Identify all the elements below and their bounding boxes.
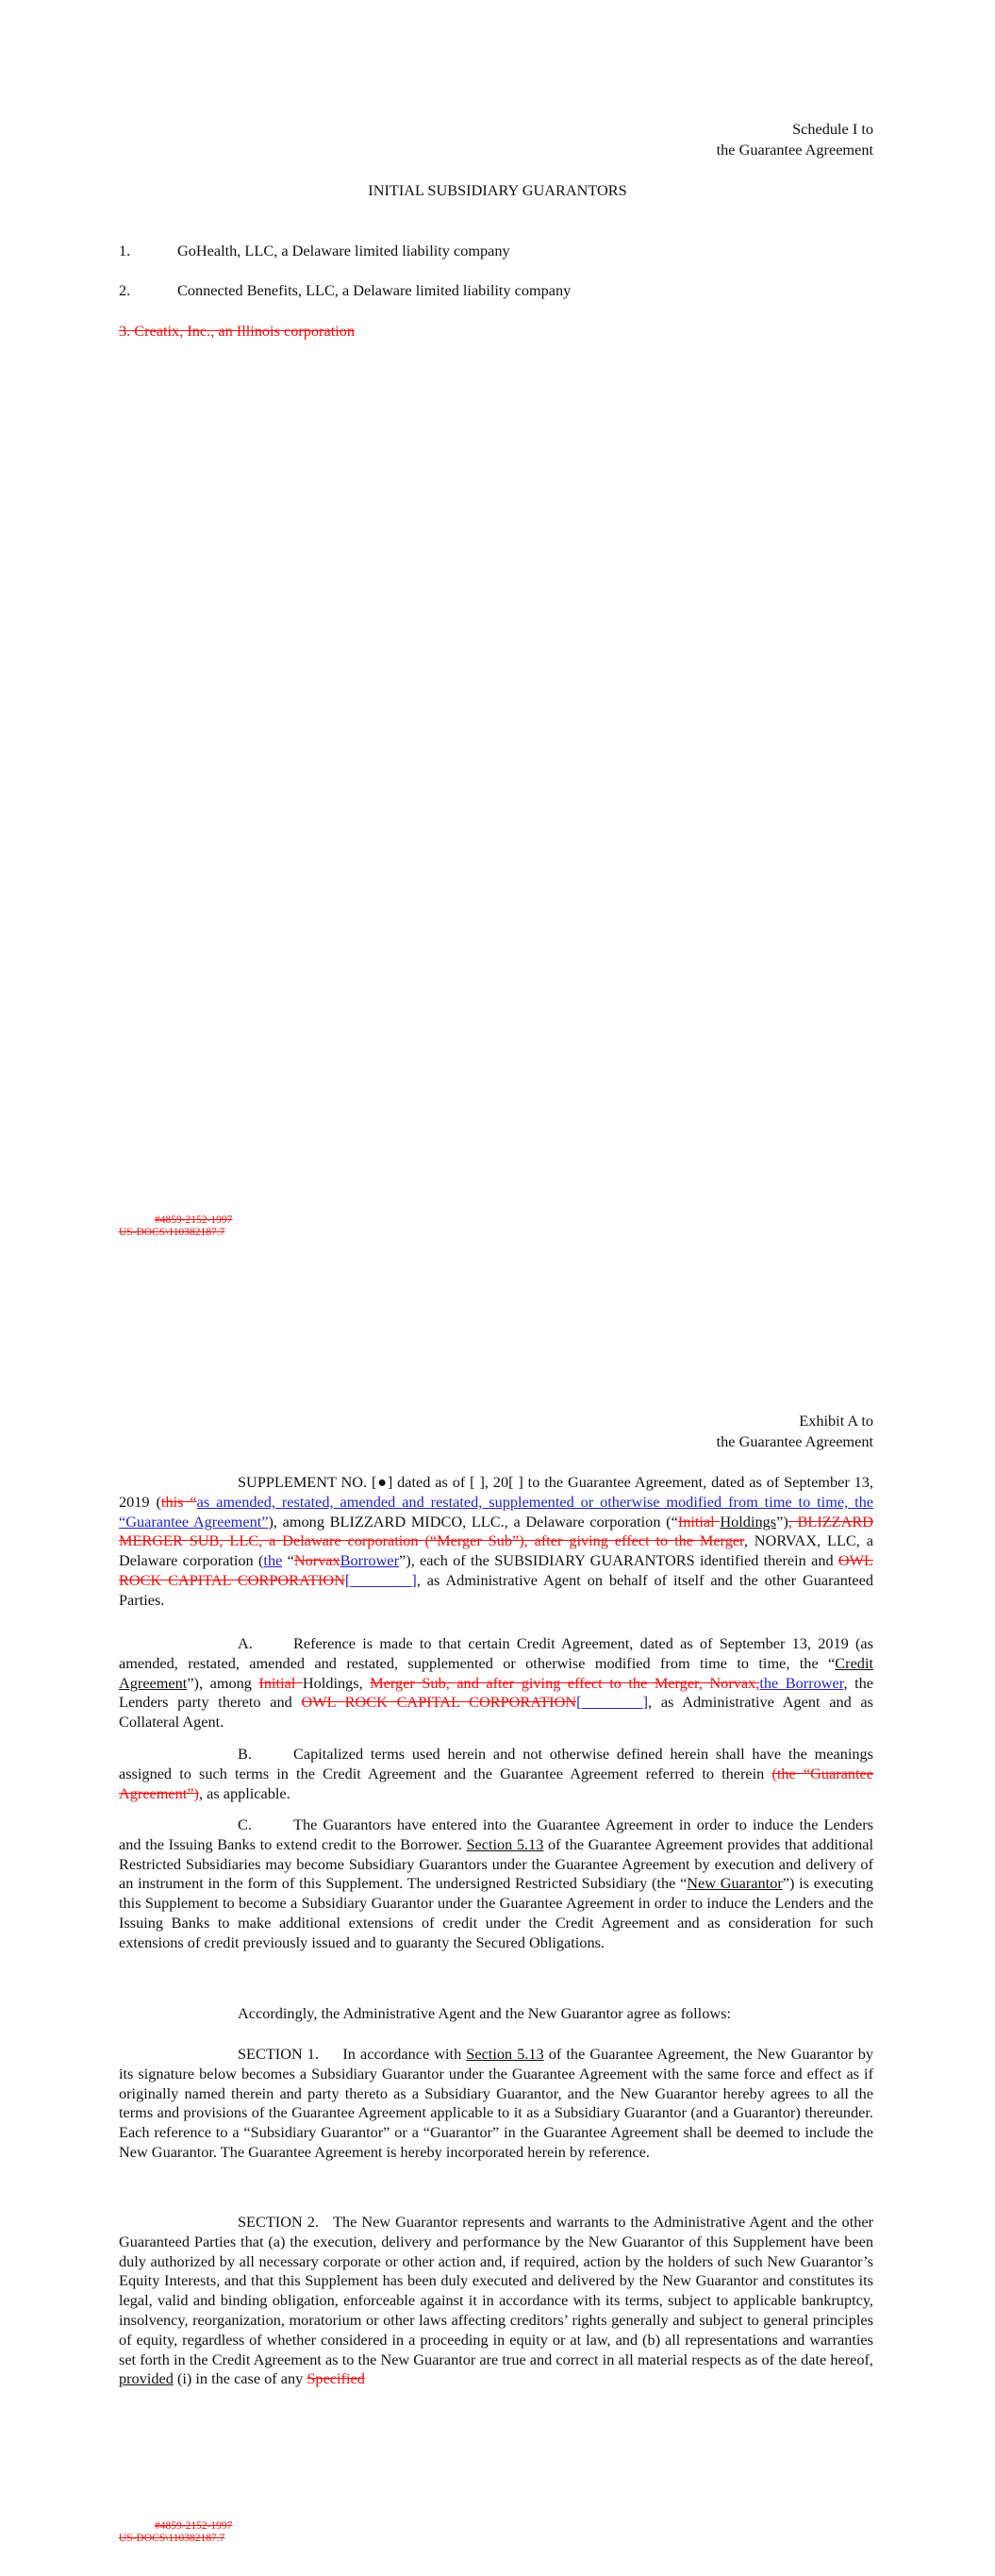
- text-span: “: [282, 1551, 294, 1570]
- recital-label: A.: [238, 1634, 253, 1652]
- inserted-text: the Borrower: [759, 1673, 844, 1692]
- exhibit-page: [0, 1269, 995, 2576]
- text-span: Holdings,: [302, 1673, 371, 1692]
- text-span: , the Lenders party thereto and: [119, 1673, 874, 1712]
- inserted-text: the: [263, 1551, 283, 1570]
- exhibit-line-2: the Guarantee Agreement: [716, 1432, 873, 1450]
- deleted-text: Merger Sub, and after giving effect to the Merger, Norvax,: [370, 1673, 760, 1692]
- deleted-text: Norvax: [293, 1551, 340, 1570]
- text-span: , as applicable.: [198, 1783, 290, 1802]
- defined-term: New Guarantor: [687, 1874, 783, 1893]
- deleted-text: OWL ROCK CAPITAL CORPORATION: [119, 1551, 873, 1589]
- schedule-line-2: the Guarantee Agreement: [716, 141, 873, 159]
- deleted-text: this “: [160, 1492, 197, 1511]
- section-label: SECTION 2.: [238, 2213, 319, 2231]
- text-span: ”): [776, 1512, 788, 1531]
- accordingly-text: Accordingly, the Administrative Agent and the New Guarantor agree as follows:: [238, 2004, 731, 2022]
- section-label: SECTION 1.: [238, 2045, 320, 2063]
- schedule-page: [0, 0, 995, 1269]
- footer-doc-id: US-DOCS\110382187.7: [119, 2533, 225, 2544]
- inserted-text: [________]: [344, 1570, 417, 1589]
- deleted-text: (the “Guarantee Agreement”): [119, 1764, 873, 1802]
- section-2-paragraph: [119, 2213, 873, 2389]
- recital-a-paragraph: [119, 1634, 873, 1732]
- deleted-text: OWL ROCK CAPITAL CORPORATION: [301, 1693, 577, 1712]
- exhibit-heading: [717, 1411, 873, 1452]
- supplement-intro-paragraph: [119, 1473, 873, 1611]
- list-item-text: GoHealth, LLC, a Delaware limited liability company: [177, 242, 510, 259]
- section-1-paragraph: [119, 2045, 873, 2163]
- exhibit-line-1: Exhibit A to: [799, 1412, 873, 1430]
- page-title: INITIAL SUBSIDIARY GUARANTORS: [368, 181, 627, 199]
- text-span: (i) in the case of any: [173, 2369, 307, 2388]
- list-item-number: 1.: [119, 242, 131, 259]
- inserted-text: [________]: [576, 1693, 649, 1712]
- section-reference: Section 5.13: [466, 2045, 544, 2063]
- deleted-text: , BLIZZARD MERGER SUB, LLC, a Delaware corporation (“Merger Sub”), after giving effect to the Merger: [119, 1512, 874, 1550]
- text-span: In accordance with: [342, 2045, 467, 2063]
- recital-b-paragraph: [119, 1745, 873, 1803]
- text-span: , as Administrative Agent and as Collateral Agent.: [119, 1693, 873, 1731]
- text-span: , NORVAX, LLC, a Delaware corporation (: [119, 1531, 873, 1570]
- recital-label: B.: [238, 1745, 252, 1763]
- text-span: SUPPLEMENT NO. [●] dated as of [ ], 20[ ] to the Guarantee Agreement, dated as of September 13, 2019 (: [119, 1473, 873, 1511]
- text-span: ”), among: [187, 1673, 259, 1692]
- deleted-text: Initial: [677, 1512, 721, 1531]
- text-span: Reference is made to that certain Credit Agreement, dated as of September 13, 2019 (as amended, restated, amended and restated, supplemented or otherwise modified from time to time, the “: [119, 1634, 873, 1672]
- text-span: , as Administrative Agent on behalf of itself and the other Guaranteed Parties.: [119, 1570, 873, 1609]
- schedule-line-1: Schedule I to: [792, 120, 873, 138]
- defined-term: provided: [119, 2369, 174, 2388]
- recital-c-paragraph: [119, 1815, 873, 1953]
- footer-doc-number: #4859-2152-1997: [155, 2520, 233, 2532]
- deleted-text: Initial: [258, 1673, 303, 1692]
- footer-doc-id: US-DOCS\110382187.7: [119, 1227, 225, 1238]
- deleted-list-item: 3. Creatix, Inc., an Illinois corporation: [119, 322, 356, 340]
- defined-term: Holdings: [720, 1512, 777, 1531]
- accordingly-paragraph: [119, 2004, 873, 2024]
- text-span: Capitalized terms used herein and not otherwise defined herein shall have the meanings assigned to such terms in the Credit Agreement and the Guarantee Agreement referred to therein: [119, 1745, 873, 1782]
- recital-label: C.: [238, 1815, 252, 1833]
- text-span: ”) is executing this Supplement to become a Subsidiary Guarantor under the Guarantee Agreement in order to induce the Lenders and the Issuing Banks to make additional extensions of credit under the Credit Agreement and as consideration for such extensions of credit previously issued and to guaranty the Secured Obligations.: [119, 1874, 874, 1951]
- inserted-text: as amended, restated, amended and restated, supplemented or otherwise modified from time to time, the “Guarantee Agreement”: [119, 1492, 873, 1531]
- inserted-text: Borrower: [340, 1551, 400, 1570]
- text-span: The Guarantors have entered into the Guarantee Agreement in order to induce the Lenders and the Issuing Banks to extend credit to the Borrower.: [119, 1815, 873, 1853]
- footer-doc-number: #4859-2152-1997: [155, 1214, 233, 1226]
- text-span: of the Guarantee Agreement provides that additional Restricted Subsidiaries may become Subsidiary Guarantors under the Guarantee Agreement by execution and delivery of an instrument in the form of this Supplement. The undersigned Restricted Subsidiary (the “: [119, 1834, 873, 1893]
- deleted-text: Specified: [307, 2369, 365, 2388]
- list-item-number: 2.: [119, 281, 131, 299]
- text-span: ”), each of the SUBSIDIARY GUARANTORS identified therein and: [399, 1551, 838, 1570]
- section-reference: Section 5.13: [466, 1834, 544, 1853]
- text-span: The New Guarantor represents and warrants to the Administrative Agent and the other Guaranteed Parties that (a) the execution, delivery and performance by the New Guarantor of this Supplement have been duly authorized by all necessary corporate or other action and, if required, action by the holders of such New Guarantor’s Equity Interests, and that this Supplement has been duly executed and delivered by the New Guarantor and constitutes its legal, valid and binding obligation, enforceable against it in accordance with its terms, subject to applicable bankruptcy, insolvency, reorganization, moratorium or other laws affecting creditors’ rights generally and subject to general principles of equity, regardless of whether considered in a proceeding in equity or at law, and (b) all representations and warranties set forth in the Credit Agreement as to the New Guarantor are true and correct in all material respects as of the date hereof,: [119, 2213, 874, 2368]
- text-span: ), among BLIZZARD MIDCO, LLC., a Delaware corporation (“: [268, 1512, 678, 1531]
- defined-term: Credit Agreement: [119, 1653, 873, 1692]
- list-item-text: Connected Benefits, LLC, a Delaware limited liability company: [177, 281, 572, 299]
- text-span: of the Guarantee Agreement, the New Guarantor by its signature below becomes a Subsidiary Guarantor under the Guarantee Agreement with the same force and effect as if originally named therein and party thereto as a Subsidiary Guarantor, and the New Guarantor hereby agrees to all the terms and provisions of the Guarantee Agreement applicable to it as a Subsidiary Guarantor (and a Guarantor) thereunder. Each reference to a “Subsidiary Guarantor” or a “Guarantor” in the Guarantee Agreement shall be deemed to include the New Guarantor. The Guarantee Agreement is hereby incorporated herein by reference.: [119, 2045, 873, 2161]
- schedule-heading: [717, 119, 873, 160]
